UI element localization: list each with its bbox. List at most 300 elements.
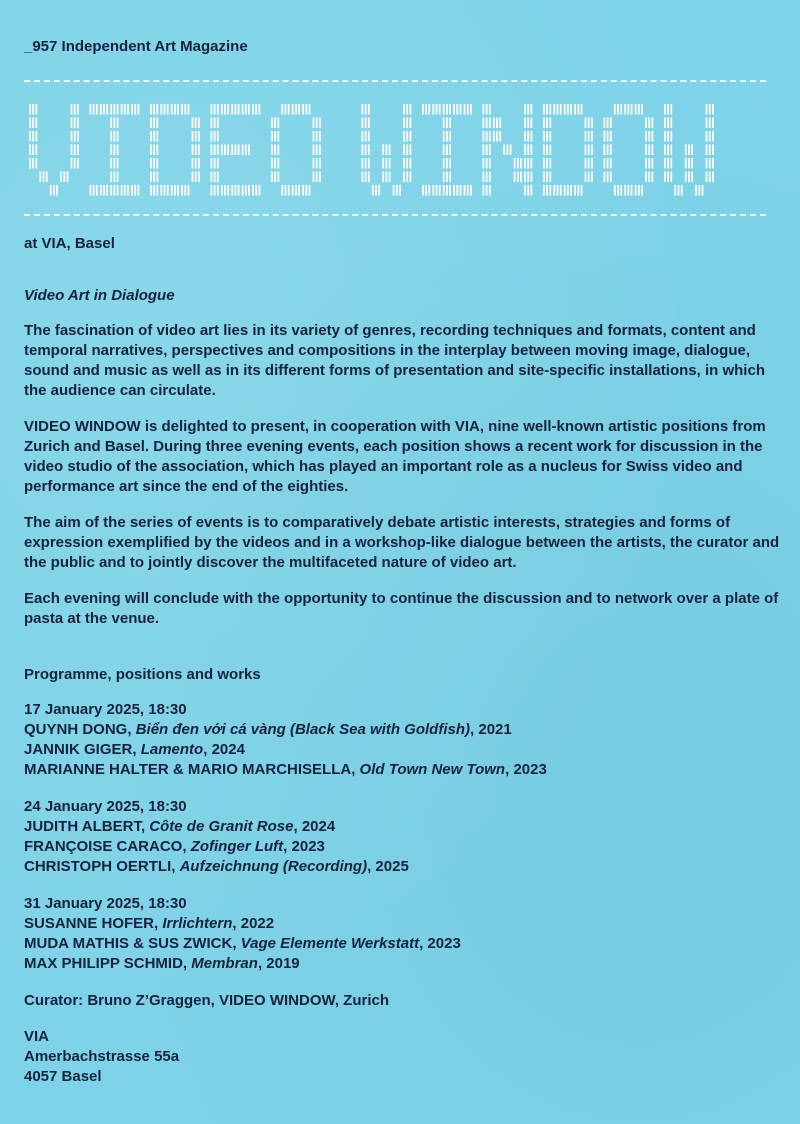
title-dot [177, 185, 179, 196]
title-dot [631, 104, 633, 115]
title-dot [527, 131, 529, 142]
title-dot [174, 185, 176, 196]
title-dot [422, 104, 424, 115]
title-dot [546, 172, 548, 183]
artist-name: CHRISTOPH OERTLI [24, 858, 172, 875]
title-dot [543, 185, 545, 196]
title-dot [446, 118, 448, 129]
title-dot [131, 104, 133, 115]
title-dot [652, 118, 654, 129]
title-dot [446, 145, 448, 156]
title-dot [188, 185, 190, 196]
title-dot [214, 104, 216, 115]
title-dot [274, 118, 276, 129]
title-dot [489, 158, 491, 169]
title-dot [174, 104, 176, 115]
title-dot [432, 104, 434, 115]
title-dot [456, 104, 458, 115]
event-date: 31 January 2025, 18:30 [24, 895, 187, 912]
title-dot [527, 118, 529, 129]
title-dot [591, 118, 593, 129]
title-dot [134, 104, 136, 115]
event-3 [24, 894, 784, 974]
title-dot [214, 185, 216, 196]
title-dot [410, 131, 412, 142]
title-dot [227, 104, 229, 115]
title-dot [217, 172, 219, 183]
title-dot [648, 158, 650, 169]
title-letter-n [483, 104, 533, 196]
event-2 [24, 797, 784, 877]
title-dot [585, 118, 587, 129]
title-dot [557, 185, 559, 196]
title-dot [368, 118, 370, 129]
title-dot [156, 172, 158, 183]
title-dot [386, 158, 388, 169]
title-dot [156, 185, 158, 196]
title-dot [238, 185, 240, 196]
title-dot [588, 145, 590, 156]
title-dot [114, 118, 116, 129]
title-dot [281, 104, 283, 115]
title-dot [121, 185, 123, 196]
title-dot [648, 118, 650, 129]
title-dot [160, 185, 162, 196]
title-dot [60, 172, 62, 183]
title-dot [446, 158, 448, 169]
work-entry: SUSANNE HOFER, Irrlichtern, 2022 [24, 915, 275, 932]
artist-name: JUDITH ALBERT [24, 818, 141, 835]
title-dot [549, 118, 551, 129]
title-dot [255, 185, 257, 196]
title-dot [678, 185, 680, 196]
title-dot [449, 104, 451, 115]
title-dot [127, 185, 129, 196]
title-dot [449, 131, 451, 142]
title-dot [309, 104, 311, 115]
title-dot [604, 145, 606, 156]
title-dot [29, 145, 31, 156]
title-dot [271, 118, 273, 129]
title-dot [691, 158, 693, 169]
title-dot [231, 185, 233, 196]
title-dot [114, 185, 116, 196]
title-dot [443, 172, 445, 183]
title-dot [410, 145, 412, 156]
title-dot [192, 172, 194, 183]
title-dot [591, 145, 593, 156]
title-dot [386, 145, 388, 156]
title-dot [581, 104, 583, 115]
paragraph-2: VIDEO WINDOW is delighted to present, in cooperation with VIA, nine well-known artistic positions from Zurich and Basel. During three evening events, each position shows a recent work for discussion in the video studio of the association, which has played an important role as a nucleus for Swiss video and performance art since the end of the eighties. [24, 418, 766, 495]
title-dot [527, 185, 529, 196]
title-dot [549, 145, 551, 156]
title-dot [604, 118, 606, 129]
title-dot [156, 145, 158, 156]
title-dot [305, 104, 307, 115]
title-dot [524, 158, 526, 169]
title-dot [365, 131, 367, 142]
title-dot [298, 104, 300, 115]
work-entry: MAX PHILIPP SCHMID, Membran, 2019 [24, 955, 300, 972]
title-dot [591, 158, 593, 169]
title-dot [167, 185, 169, 196]
title-dot [638, 104, 640, 115]
title-dot [365, 145, 367, 156]
title-dot [156, 118, 158, 129]
title-dot [29, 118, 31, 129]
title-dot [610, 145, 612, 156]
title-dot [496, 131, 498, 142]
title-dot [685, 145, 687, 156]
title-dot [688, 172, 690, 183]
paragraph-4: Each evening will conclude with the opportunity to continue the discussion and to network over a plate of pasta at the venue. [24, 590, 779, 627]
work-year: 2022 [240, 915, 275, 932]
title-dot [691, 145, 693, 156]
title-dot [248, 145, 250, 156]
title-dot [610, 118, 612, 129]
title-dot [372, 185, 374, 196]
title-dot [635, 104, 637, 115]
title-dot [449, 145, 451, 156]
work-title: Vage Elemente Werkstatt [240, 935, 420, 952]
title-dot [524, 145, 526, 156]
title-dot [531, 104, 533, 115]
title-dot [274, 172, 276, 183]
title-dot [100, 104, 102, 115]
address-line: VIA [24, 1028, 50, 1045]
title-dot [648, 145, 650, 156]
title-dot [32, 145, 34, 156]
title-dot [446, 131, 448, 142]
title-dot [295, 185, 297, 196]
curator-line: Curator: Bruno Z’Graggen, VIDEO WINDOW, Zurich [24, 992, 390, 1009]
title-dot [645, 158, 647, 169]
title-dot [198, 131, 200, 142]
title-dot [316, 118, 318, 129]
title-dot [365, 104, 367, 115]
title-letter-w [664, 104, 714, 196]
title-dot [221, 145, 223, 156]
title-dot [255, 104, 257, 115]
title-dot [259, 185, 261, 196]
title-dot [460, 104, 462, 115]
work-entry: MARIANNE HALTER & MARIO MARCHISELLA, Old Town New Town, 2023 [24, 761, 547, 778]
title-dot [171, 104, 173, 115]
title-dot [645, 118, 647, 129]
work-year: 2024 [211, 741, 245, 758]
work-year: 2019 [266, 955, 300, 972]
title-dot [531, 131, 533, 142]
title-dot [635, 185, 637, 196]
title-dot [531, 158, 533, 169]
title-dot [553, 185, 555, 196]
title-dot [211, 185, 213, 196]
title-dot [698, 185, 700, 196]
title-dot [167, 104, 169, 115]
title-dot [32, 131, 34, 142]
title-dot [670, 131, 672, 142]
title-dot [645, 145, 647, 156]
title-dot [483, 185, 485, 196]
title-dot [238, 104, 240, 115]
event-1 [24, 700, 784, 780]
title-dot [71, 104, 73, 115]
title-dot [362, 172, 364, 183]
title-dot [74, 131, 76, 142]
title-dot [652, 172, 654, 183]
artist-name: FRANÇOISE CARACO [24, 838, 183, 855]
title-dot [446, 104, 448, 115]
title-dot [29, 104, 31, 115]
title-dot [32, 118, 34, 129]
title-dot [403, 104, 405, 115]
title-dot [184, 185, 186, 196]
title-dot [259, 104, 261, 115]
work-year: 2021 [478, 721, 512, 738]
title-dot [406, 131, 408, 142]
title-dot [316, 145, 318, 156]
title-dot [531, 172, 533, 183]
top-dashed-rule [24, 80, 766, 82]
title-dot [652, 131, 654, 142]
title-dot [39, 172, 41, 183]
title-dot [192, 145, 194, 156]
title-dot [631, 185, 633, 196]
title-dot [93, 185, 95, 196]
title-dot [313, 118, 315, 129]
title-dot [588, 158, 590, 169]
title-dot [248, 185, 250, 196]
title-dot [368, 131, 370, 142]
title-dot [277, 172, 279, 183]
title-dot [489, 131, 491, 142]
title-dot [134, 185, 136, 196]
title-dot [153, 172, 155, 183]
title-dot [449, 158, 451, 169]
title-dot [117, 118, 119, 129]
title-dot [164, 104, 166, 115]
title-dot [483, 104, 485, 115]
title-dot [531, 145, 533, 156]
title-dot [620, 104, 622, 115]
title-dot [195, 131, 197, 142]
work-year: 2023 [291, 838, 325, 855]
title-dot [564, 185, 566, 196]
title-dot [410, 158, 412, 169]
title-dot [406, 158, 408, 169]
title-dot [546, 104, 548, 115]
title-dot [524, 185, 526, 196]
title-dot [117, 131, 119, 142]
title-dot [288, 104, 290, 115]
title-dot [217, 118, 219, 129]
title-dot [681, 185, 683, 196]
title-dot [298, 185, 300, 196]
title-dot [274, 145, 276, 156]
title-dot [453, 104, 455, 115]
title-dot [695, 185, 697, 196]
title-dot [664, 131, 666, 142]
title-dot [114, 145, 116, 156]
work-title: Irrlichtern [162, 915, 233, 932]
title-dot [110, 131, 112, 142]
title-dot [403, 145, 405, 156]
title-dot [688, 145, 690, 156]
title-dot [368, 172, 370, 183]
title-dot [53, 185, 55, 196]
title-dot [709, 118, 711, 129]
work-entry: JANNIK GIGER, Lamento, 2024 [24, 741, 245, 758]
title-dot [664, 158, 666, 169]
paragraph-3: The aim of the series of events is to comparatively debate artistic interests, strategies and forms of expression exemplified by the videos and in a workshop-like dialogue between the artists, the curator and the public and to jointly discover the multifaceted nature of video art. [24, 514, 780, 571]
title-dot [29, 158, 31, 169]
title-dot [648, 172, 650, 183]
title-dot [396, 185, 398, 196]
title-dot [557, 104, 559, 115]
title-dot [362, 145, 364, 156]
title-dot [277, 145, 279, 156]
title-dot [688, 158, 690, 169]
title-dot [192, 118, 194, 129]
title-dot [103, 104, 105, 115]
title-dot [382, 172, 384, 183]
title-dot [399, 185, 401, 196]
title-dot [706, 118, 708, 129]
title-dot [567, 104, 569, 115]
title-dot [211, 118, 213, 129]
title-dot [319, 172, 321, 183]
title-dot [531, 118, 533, 129]
title-dot [131, 185, 133, 196]
title-dot [150, 131, 152, 142]
title-dot [456, 185, 458, 196]
title-dot [436, 104, 438, 115]
work-entry: CHRISTOPH OERTLI, Aufzeichnung (Recording), 2025 [24, 858, 409, 875]
title-dot [32, 104, 34, 115]
title-dot [195, 118, 197, 129]
title-dot [389, 145, 391, 156]
work-entry: FRANÇOISE CARACO, Zofinger Luft, 2023 [24, 838, 325, 855]
title-dot [242, 104, 244, 115]
title-dot [214, 172, 216, 183]
title-dot [316, 158, 318, 169]
title-dot [302, 185, 304, 196]
title-dot [71, 118, 73, 129]
title-dot [319, 118, 321, 129]
title-dot [514, 158, 516, 169]
title-dot [124, 104, 126, 115]
title-dot [664, 172, 666, 183]
title-dot [274, 158, 276, 169]
title-dot [486, 104, 488, 115]
title-dot [585, 172, 587, 183]
title-dot [277, 158, 279, 169]
title-dot [664, 118, 666, 129]
title-dot [543, 118, 545, 129]
title-dot [574, 185, 576, 196]
title-dot [117, 172, 119, 183]
title-dot [96, 185, 98, 196]
title-dot [549, 185, 551, 196]
title-dot [242, 185, 244, 196]
title-dot [624, 185, 626, 196]
title-dot [486, 172, 488, 183]
title-dot [195, 145, 197, 156]
subtitle: Video Art in Dialogue [24, 287, 175, 304]
artist-name: SUSANNE HOFER [24, 915, 155, 932]
title-dot [449, 172, 451, 183]
title-dot [211, 104, 213, 115]
event-date: 17 January 2025, 18:30 [24, 701, 187, 718]
title-dot [77, 104, 79, 115]
title-dot [313, 158, 315, 169]
title-dot [127, 104, 129, 115]
title-letter-v [29, 104, 79, 196]
title-dot [35, 131, 37, 142]
video-window-title-logo [22, 100, 772, 196]
title-dot [638, 185, 640, 196]
title-dot [138, 185, 140, 196]
title-dot [410, 104, 412, 115]
title-dot [706, 158, 708, 169]
title-dot [150, 185, 152, 196]
title-dot [406, 145, 408, 156]
title-dot [667, 145, 669, 156]
title-dot [670, 158, 672, 169]
event-date: 24 January 2025, 18:30 [24, 798, 187, 815]
title-dot [543, 104, 545, 115]
title-dot [712, 104, 714, 115]
title-dot [422, 185, 424, 196]
title-dot [382, 145, 384, 156]
title-dot [543, 145, 545, 156]
title-dot [449, 118, 451, 129]
title-dot [29, 131, 31, 142]
title-dot [74, 104, 76, 115]
title-dot [316, 131, 318, 142]
title-dot [211, 131, 213, 142]
title-dot [46, 172, 48, 183]
title-dot [150, 104, 152, 115]
title-dot [493, 131, 495, 142]
title-dot [546, 131, 548, 142]
title-dot [674, 185, 676, 196]
title-dot [520, 172, 522, 183]
title-dot [117, 185, 119, 196]
title-dot [446, 172, 448, 183]
title-dot [35, 104, 37, 115]
title-dot [652, 145, 654, 156]
title-dot [567, 185, 569, 196]
title-dot [425, 104, 427, 115]
title-dot [670, 118, 672, 129]
title-dot [198, 172, 200, 183]
artist-name: MARIANNE HALTER & MARIO MARCHISELLA [24, 761, 352, 778]
title-dot [150, 118, 152, 129]
title-dot [604, 172, 606, 183]
title-letter-w [362, 104, 412, 196]
title-dot [446, 185, 448, 196]
title-dot [614, 185, 616, 196]
title-dot [110, 158, 112, 169]
title-dot [712, 158, 714, 169]
title-dot [486, 118, 488, 129]
title-dot [712, 145, 714, 156]
title-dot [604, 131, 606, 142]
title-dot [517, 158, 519, 169]
title-dot [153, 185, 155, 196]
